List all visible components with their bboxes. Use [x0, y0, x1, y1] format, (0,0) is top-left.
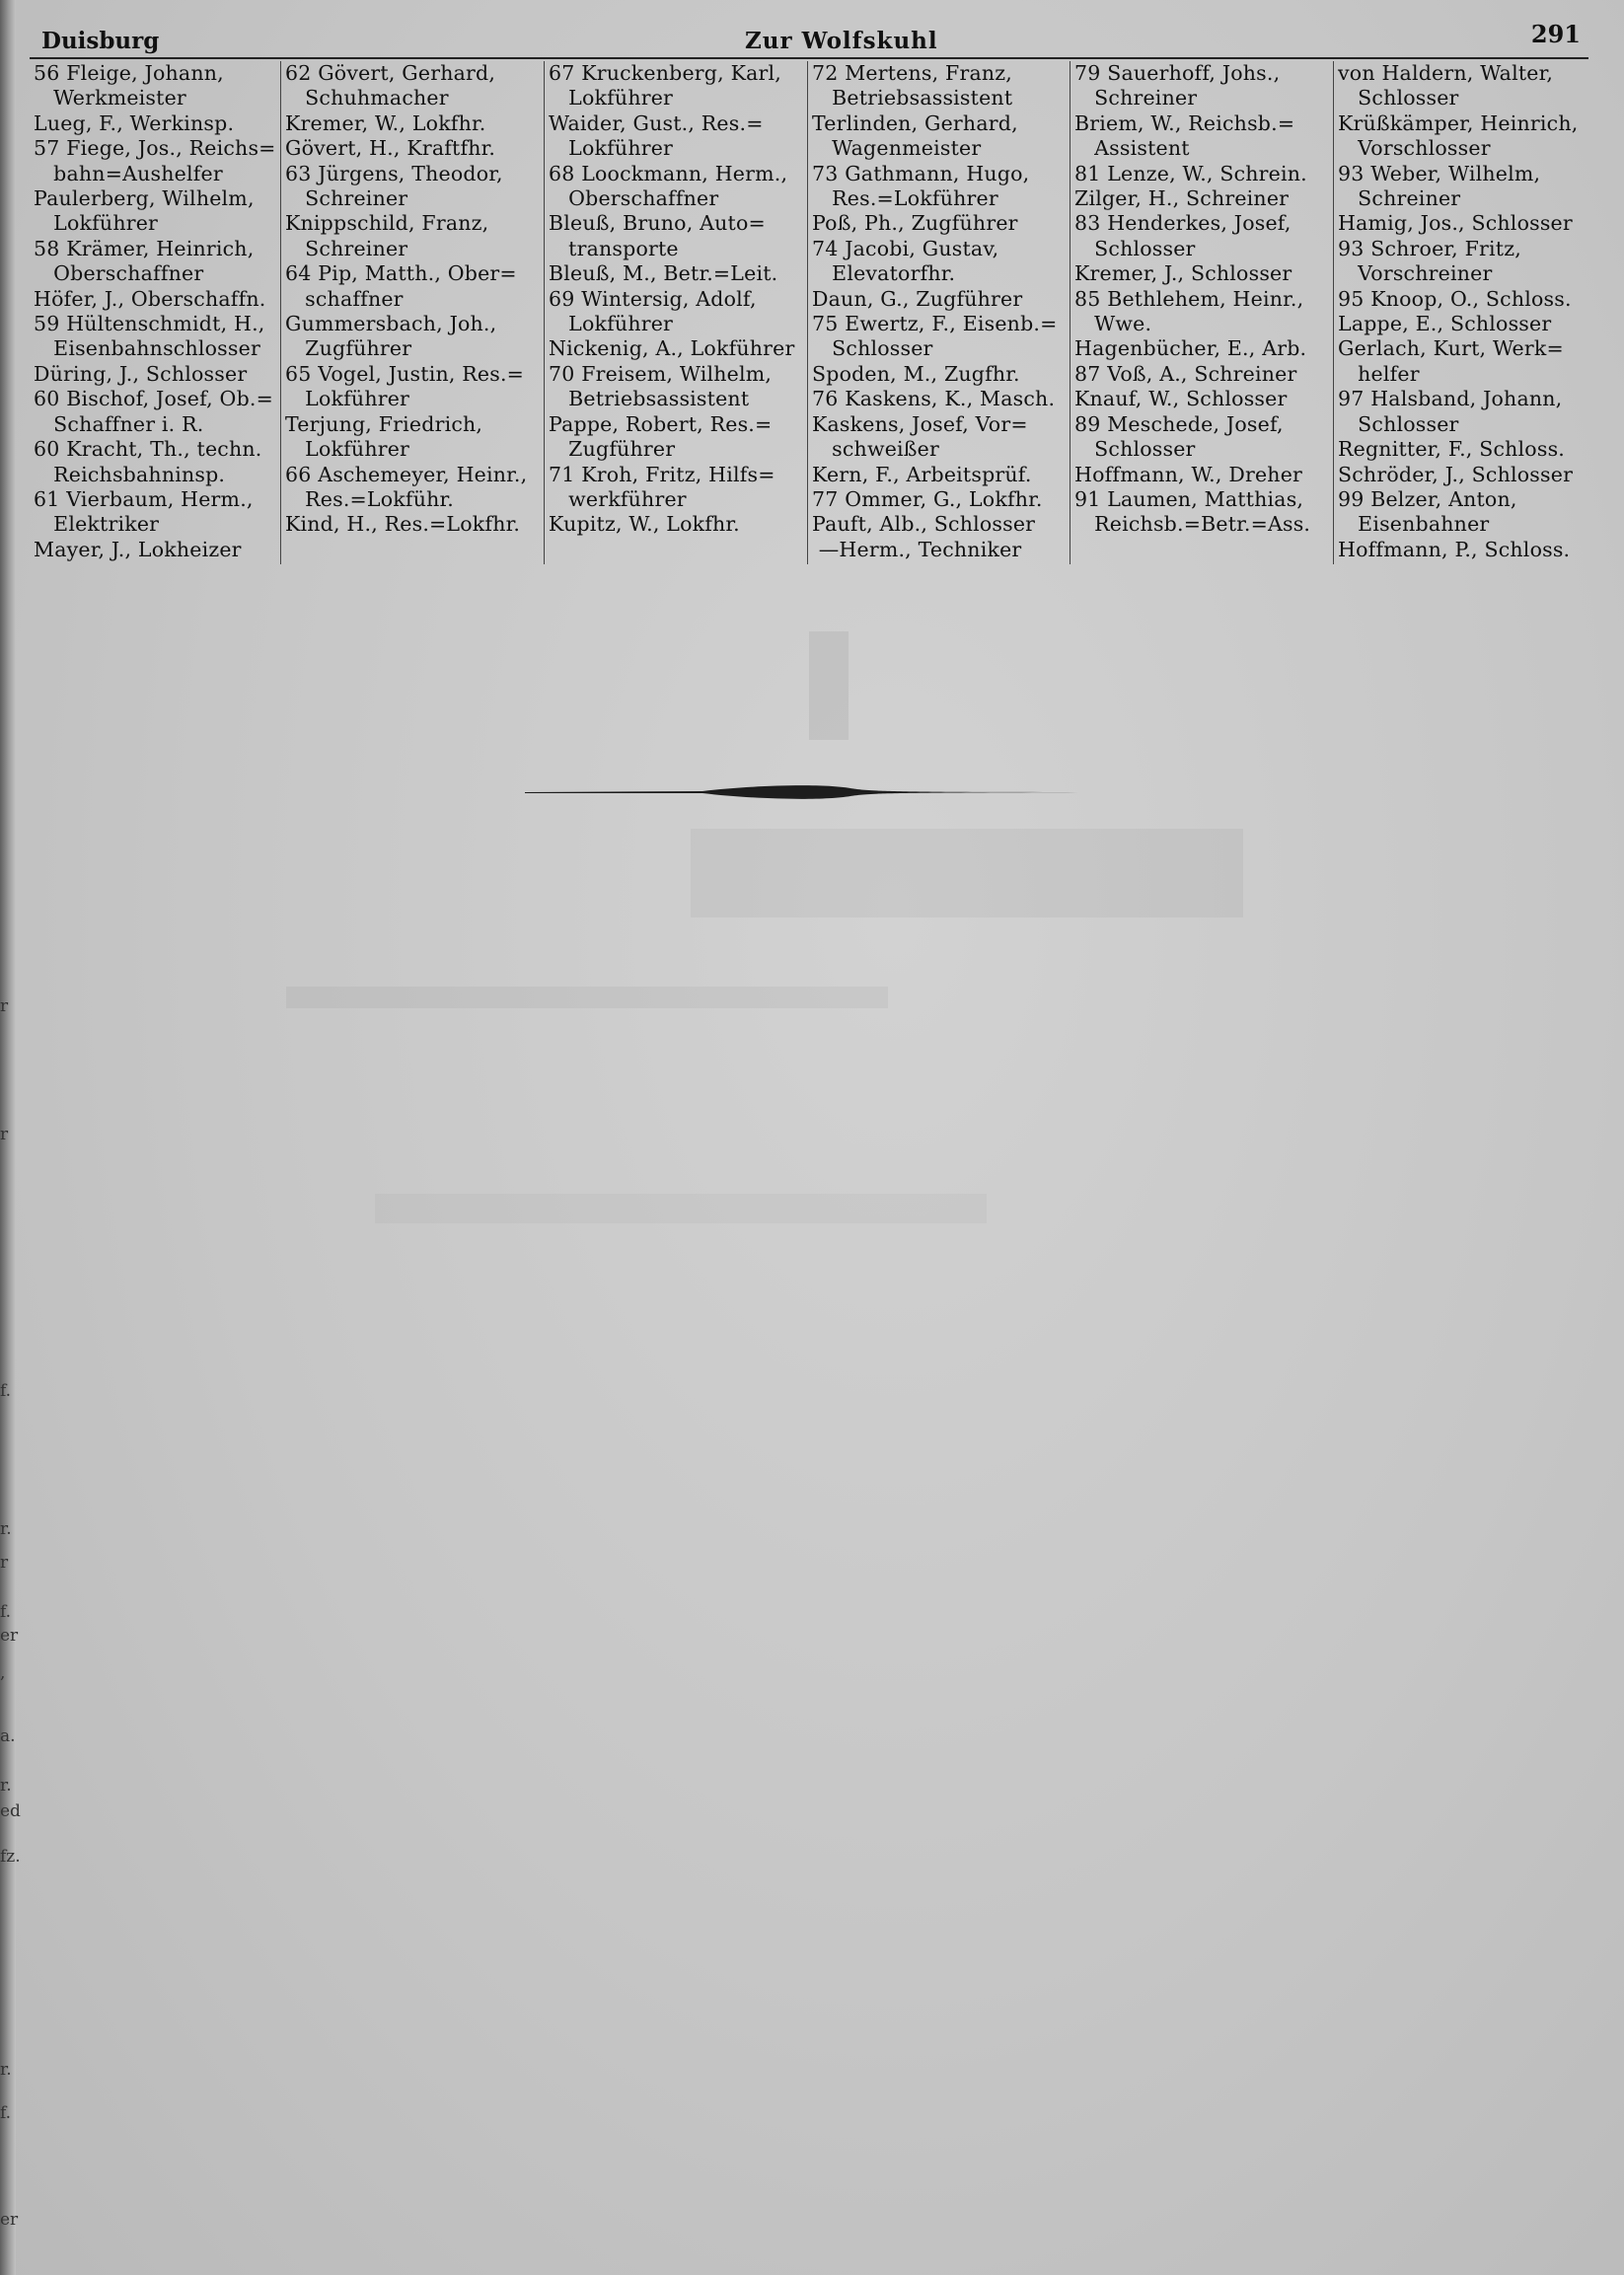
directory-entry-line: 59 Hültenschmidt, H.,	[34, 312, 265, 336]
bleed-through-mark	[286, 987, 888, 1008]
directory-entry-line: 72 Mertens, Franz,	[812, 61, 1013, 85]
directory-entry-line: 70 Freisem, Wilhelm,	[549, 361, 773, 386]
directory-entry-line: helfer	[1338, 361, 1420, 386]
directory-entry-line: Hamig, Jos., Schlosser	[1338, 211, 1573, 236]
margin-fragment: ed	[0, 1801, 21, 1821]
directory-entry-line: Schaffner i. R.	[34, 411, 204, 436]
directory-entry-line: 69 Wintersig, Adolf,	[549, 286, 757, 311]
directory-entry-line: Betriebsassistent	[812, 86, 1013, 110]
directory-entry-line: 57 Fiege, Jos., Reichs=	[34, 136, 276, 161]
directory-entry-line: Kremer, J., Schlosser	[1074, 261, 1292, 286]
directory-entry-line: Schreiner	[285, 186, 408, 211]
directory-entry-line: 79 Sauerhoff, Johs.,	[1074, 61, 1281, 85]
directory-entry-line: Wagenmeister	[812, 136, 982, 161]
directory-entry-line: Gerlach, Kurt, Werk=	[1338, 336, 1564, 361]
directory-columns	[30, 61, 1598, 564]
directory-entry-line: 93 Schroer, Fritz,	[1338, 236, 1521, 260]
directory-entry-line: Vorschlosser	[1338, 136, 1491, 161]
margin-fragment: a.	[0, 1726, 16, 1746]
directory-entry-line: Betriebsassistent	[549, 387, 750, 411]
bleed-through-mark	[375, 1194, 987, 1223]
directory-entry-line: Elektriker	[34, 512, 160, 537]
directory-entry-line: 63 Jürgens, Theodor,	[285, 161, 503, 185]
directory-entry-line: 60 Bischof, Josef, Ob.=	[34, 387, 273, 411]
directory-entry-line: Mayer, J., Lokheizer	[34, 537, 242, 561]
directory-entry-line: 85 Bethlehem, Heinr.,	[1074, 286, 1304, 311]
page-number: 291	[1530, 20, 1581, 48]
directory-entry-line: Lokführer	[549, 86, 674, 110]
directory-entry-line: transporte	[549, 236, 679, 260]
directory-entry-line: 95 Knoop, O., Schloss.	[1338, 286, 1572, 311]
directory-entry-line: 75 Ewertz, F., Eisenb.=	[812, 312, 1058, 336]
header-street: Zur Wolfskuhl	[745, 28, 938, 54]
margin-fragment: r	[0, 996, 9, 1016]
directory-entry-line: Düring, J., Schlosser	[34, 361, 248, 386]
directory-column	[1334, 61, 1598, 564]
directory-entry-line: Paulerberg, Wilhelm,	[34, 186, 255, 211]
directory-entry-line: 68 Loockmann, Herm.,	[549, 161, 788, 185]
margin-fragment: er	[0, 2210, 19, 2230]
directory-entry-line: Schlosser	[1338, 411, 1459, 436]
directory-entry-line: Lueg, F., Werkinsp.	[34, 110, 235, 135]
directory-entry-line: Hagenbücher, E., Arb.	[1074, 336, 1307, 361]
directory-entry-line: Oberschaffner	[34, 261, 204, 286]
directory-entry-line: Gummersbach, Joh.,	[285, 312, 497, 336]
directory-entry-line: Hoffmann, P., Schloss.	[1338, 537, 1571, 561]
margin-fragment: r.	[0, 1776, 12, 1796]
directory-entry-line: 99 Belzer, Anton,	[1338, 486, 1517, 511]
directory-entry-line: Zugführer	[549, 437, 676, 462]
directory-entry-line: Schröder, J., Schlosser	[1338, 462, 1574, 486]
directory-entry-line: Terlinden, Gerhard,	[812, 110, 1018, 135]
page-header	[30, 18, 1588, 57]
directory-entry-line: Lokführer	[34, 211, 159, 236]
directory-entry-line: 64 Pip, Matth., Ober=	[285, 261, 517, 286]
directory-entry-line: Kupitz, W., Lokfhr.	[549, 512, 740, 537]
directory-entry-line: Schlosser	[1338, 86, 1459, 110]
directory-entry-line: 91 Laumen, Matthias,	[1074, 486, 1304, 511]
directory-entry-line: 89 Meschede, Josef,	[1074, 411, 1284, 436]
directory-entry-line: Res.=Lokführer	[812, 186, 998, 211]
directory-entry-line: Waider, Gust., Res.=	[549, 110, 764, 135]
directory-entry-line: Wwe.	[1074, 312, 1152, 336]
directory-entry-line: 93 Weber, Wilhelm,	[1338, 161, 1541, 185]
margin-fragment: r.	[0, 2060, 12, 2080]
directory-entry-line: Eisenbahnschlosser	[34, 336, 260, 361]
directory-entry-line: 71 Kroh, Fritz, Hilfs=	[549, 462, 775, 486]
directory-entry-line: Bleuß, M., Betr.=Leit.	[549, 261, 778, 286]
directory-entry-line: 61 Vierbaum, Herm.,	[34, 486, 254, 511]
directory-entry-line: 58 Krämer, Heinrich,	[34, 236, 255, 260]
directory-entry-line: 81 Lenze, W., Schrein.	[1074, 161, 1307, 185]
directory-entry-line: 97 Halsband, Johann,	[1338, 387, 1563, 411]
margin-fragment: f.	[0, 1602, 12, 1622]
directory-entry-line: Reichsbahninsp.	[34, 462, 226, 486]
margin-fragment: r	[0, 1553, 9, 1573]
directory-entry-line: Lokführer	[285, 387, 410, 411]
directory-entry-line: von Haldern, Walter,	[1338, 61, 1554, 85]
directory-entry-line: Bleuß, Bruno, Auto=	[549, 211, 766, 236]
directory-entry-line: Pauft, Alb., Schlosser	[812, 512, 1036, 537]
directory-column	[30, 61, 281, 564]
directory-entry-line: 62 Gövert, Gerhard,	[285, 61, 496, 85]
directory-entry-line: 67 Kruckenberg, Karl,	[549, 61, 781, 85]
bleed-through-mark	[691, 829, 1243, 917]
directory-entry-line: werkführer	[549, 486, 687, 511]
directory-entry-line: Schreiner	[1338, 186, 1461, 211]
directory-entry-line: Schlosser	[812, 336, 933, 361]
directory-entry-line: 66 Aschemeyer, Heinr.,	[285, 462, 528, 486]
header-city: Duisburg	[41, 28, 160, 54]
directory-column	[808, 61, 1070, 564]
directory-entry-line: Kaskens, Josef, Vor=	[812, 411, 1028, 436]
margin-fragment: er	[0, 1626, 19, 1646]
header-rule	[30, 57, 1588, 59]
directory-entry-line: Lokführer	[549, 312, 674, 336]
directory-entry-line: Briem, W., Reichsb.=	[1074, 110, 1295, 135]
directory-entry-line: Zugführer	[285, 336, 412, 361]
directory-entry-line: Terjung, Friedrich,	[285, 411, 483, 436]
directory-entry-line: 65 Vogel, Justin, Res.=	[285, 361, 525, 386]
directory-entry-line: Schreiner	[285, 236, 408, 260]
directory-entry-line: Zilger, H., Schreiner	[1074, 186, 1290, 211]
directory-entry-line: 74 Jacobi, Gustav,	[812, 236, 999, 260]
directory-entry-line: Spoden, M., Zugfhr.	[812, 361, 1020, 386]
directory-entry-line: 60 Kracht, Th., techn.	[34, 437, 262, 462]
directory-entry-line: Kind, H., Res.=Lokfhr.	[285, 512, 521, 537]
directory-entry-line: Regnitter, F., Schloss.	[1338, 437, 1565, 462]
directory-entry-line: Kremer, W., Lokfhr.	[285, 110, 486, 135]
directory-entry-line: Schlosser	[1074, 236, 1196, 260]
directory-entry-line: Vorschreiner	[1338, 261, 1493, 286]
directory-entry-line: Reichsb.=Betr.=Ass.	[1074, 512, 1311, 537]
ornamental-divider	[525, 779, 1091, 805]
directory-entry-line: Schlosser	[1074, 437, 1196, 462]
bleed-through-mark	[809, 631, 849, 740]
directory-entry-line: schaffner	[285, 286, 404, 311]
directory-entry-line: Lokführer	[549, 136, 674, 161]
directory-entry-line: Schreiner	[1074, 86, 1198, 110]
directory-entry-line: 56 Fleige, Johann,	[34, 61, 224, 85]
directory-entry-line: 77 Ommer, G., Lokfhr.	[812, 486, 1043, 511]
directory-entry-line: 87 Voß, A., Schreiner	[1074, 361, 1297, 386]
directory-entry-line: Res.=Lokführ.	[285, 486, 454, 511]
directory-entry-line: Schuhmacher	[285, 86, 449, 110]
directory-entry-line: Höfer, J., Oberschaffn.	[34, 286, 266, 311]
margin-fragment: fz.	[0, 1847, 21, 1867]
directory-entry-line: —Herm., Techniker	[812, 537, 1022, 561]
directory-column	[545, 61, 808, 564]
directory-entry-line: Kern, F., Arbeitsprüf.	[812, 462, 1032, 486]
directory-entry-line: Knauf, W., Schlosser	[1074, 387, 1288, 411]
directory-entry-line: Knippschild, Franz,	[285, 211, 489, 236]
directory-entry-line: Krüßkämper, Heinrich,	[1338, 110, 1579, 135]
directory-column	[281, 61, 545, 564]
directory-entry-line: Eisenbahner	[1338, 512, 1490, 537]
directory-entry-line: bahn=Aushelfer	[34, 161, 223, 185]
directory-entry-line: Hoffmann, W., Dreher	[1074, 462, 1303, 486]
margin-fragment: ,	[0, 1663, 6, 1683]
directory-entry-line: 76 Kaskens, K., Masch.	[812, 387, 1056, 411]
directory-entry-line: Pappe, Robert, Res.=	[549, 411, 773, 436]
directory-entry-line: Nickenig, A., Lokführer	[549, 336, 795, 361]
directory-entry-line: Elevatorfhr.	[812, 261, 956, 286]
directory-entry-line: Assistent	[1074, 136, 1190, 161]
margin-fragment: r	[0, 1125, 9, 1144]
directory-entry-line: 73 Gathmann, Hugo,	[812, 161, 1030, 185]
directory-column	[1070, 61, 1334, 564]
directory-entry-line: Oberschaffner	[549, 186, 719, 211]
directory-entry-line: Daun, G., Zugführer	[812, 286, 1023, 311]
margin-fragment: r.	[0, 1519, 12, 1539]
directory-entry-line: Poß, Ph., Zugführer	[812, 211, 1018, 236]
directory-entry-line: Werkmeister	[34, 86, 186, 110]
directory-entry-line: Gövert, H., Kraftfhr.	[285, 136, 496, 161]
margin-fragment: f.	[0, 2103, 12, 2123]
directory-entry-line: Lappe, E., Schlosser	[1338, 312, 1552, 336]
margin-fragment: f.	[0, 1381, 12, 1401]
directory-entry-line: Lokführer	[285, 437, 410, 462]
directory-entry-line: 83 Henderkes, Josef,	[1074, 211, 1292, 236]
directory-entry-line: schweißer	[812, 437, 940, 462]
